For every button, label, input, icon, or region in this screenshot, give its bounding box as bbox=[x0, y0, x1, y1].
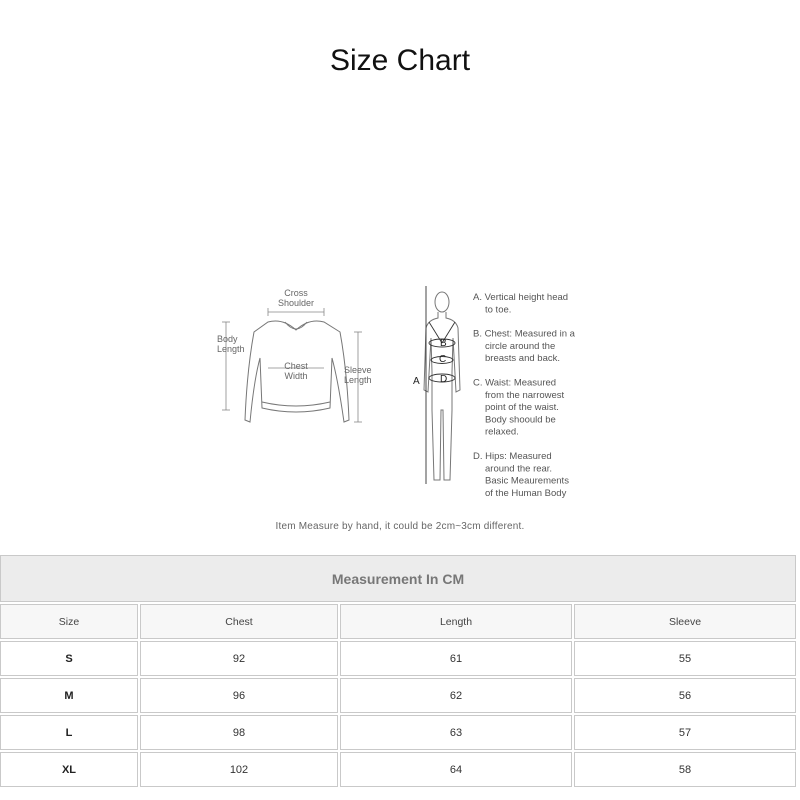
chest-width-label-2: Width bbox=[284, 371, 308, 381]
col-size: Size bbox=[0, 604, 138, 639]
legend-line: relaxed. bbox=[485, 426, 519, 438]
size-cell: L bbox=[0, 715, 138, 750]
chest-cell: 92 bbox=[140, 641, 338, 676]
cross-shoulder-label-2: Shoulder bbox=[277, 298, 315, 308]
legend-line: point of the waist. bbox=[485, 402, 559, 414]
legend-line: B. Chest: Measured in a bbox=[473, 328, 575, 340]
legend-line: to toe. bbox=[485, 304, 512, 316]
sleeve-cell: 56 bbox=[574, 678, 796, 713]
cross-shoulder-label: Cross bbox=[284, 288, 308, 298]
length-cell: 64 bbox=[340, 752, 572, 787]
table-row bbox=[0, 641, 796, 676]
length-cell: 63 bbox=[340, 715, 572, 750]
sleeve-cell: 58 bbox=[574, 752, 796, 787]
size-cell: S bbox=[0, 641, 138, 676]
measure-note: Item Measure by hand, it could be 2cm~3cm different. bbox=[275, 521, 525, 532]
body-length-label-2: Length bbox=[217, 344, 245, 354]
table-row bbox=[0, 715, 796, 750]
legend-line: breasts and back. bbox=[485, 353, 560, 365]
legend-line: circle around the bbox=[485, 340, 556, 352]
chest-cell: 102 bbox=[140, 752, 338, 787]
body-figure bbox=[424, 292, 460, 480]
sleeve-cell: 57 bbox=[574, 715, 796, 750]
body-legend bbox=[473, 292, 576, 499]
sleeve-cell: 55 bbox=[574, 641, 796, 676]
table-row bbox=[0, 678, 796, 713]
col-chest: Chest bbox=[140, 604, 338, 639]
legend-line: from the narrowest bbox=[485, 389, 565, 401]
length-cell: 62 bbox=[340, 678, 572, 713]
size-cell: M bbox=[0, 678, 138, 713]
legend-line: D. Hips: Measured bbox=[473, 451, 552, 462]
letter-b: B bbox=[440, 338, 447, 349]
col-length: Length bbox=[340, 604, 572, 639]
chest-cell: 98 bbox=[140, 715, 338, 750]
sleeve-length-label: Sleeve bbox=[344, 365, 372, 375]
col-sleeve: Sleeve bbox=[574, 604, 796, 639]
chest-width-label: Chest bbox=[284, 361, 308, 371]
size-table bbox=[0, 553, 800, 789]
legend-line: A. Vertical height head bbox=[473, 292, 569, 303]
measurement-diagram bbox=[0, 280, 800, 500]
page-title: Size Chart bbox=[329, 44, 471, 77]
chest-cell: 96 bbox=[140, 678, 338, 713]
table-heading: Measurement In CM bbox=[0, 555, 796, 602]
sleeve-length-label-2: Length bbox=[344, 375, 372, 385]
length-cell: 61 bbox=[340, 641, 572, 676]
size-cell: XL bbox=[0, 752, 138, 787]
body-length-label: Body bbox=[217, 334, 238, 344]
letter-a: A bbox=[413, 376, 420, 387]
letter-c: C bbox=[439, 354, 447, 365]
legend-line: around the rear. bbox=[485, 463, 553, 475]
letter-d: D bbox=[440, 374, 448, 385]
legend-line: Basic Meaurements bbox=[485, 475, 569, 487]
legend-line: C. Waist: Measured bbox=[473, 377, 557, 389]
legend-line: Body shoould be bbox=[485, 414, 556, 426]
legend-line: of the Human Body bbox=[485, 487, 567, 499]
table-row bbox=[0, 752, 796, 787]
